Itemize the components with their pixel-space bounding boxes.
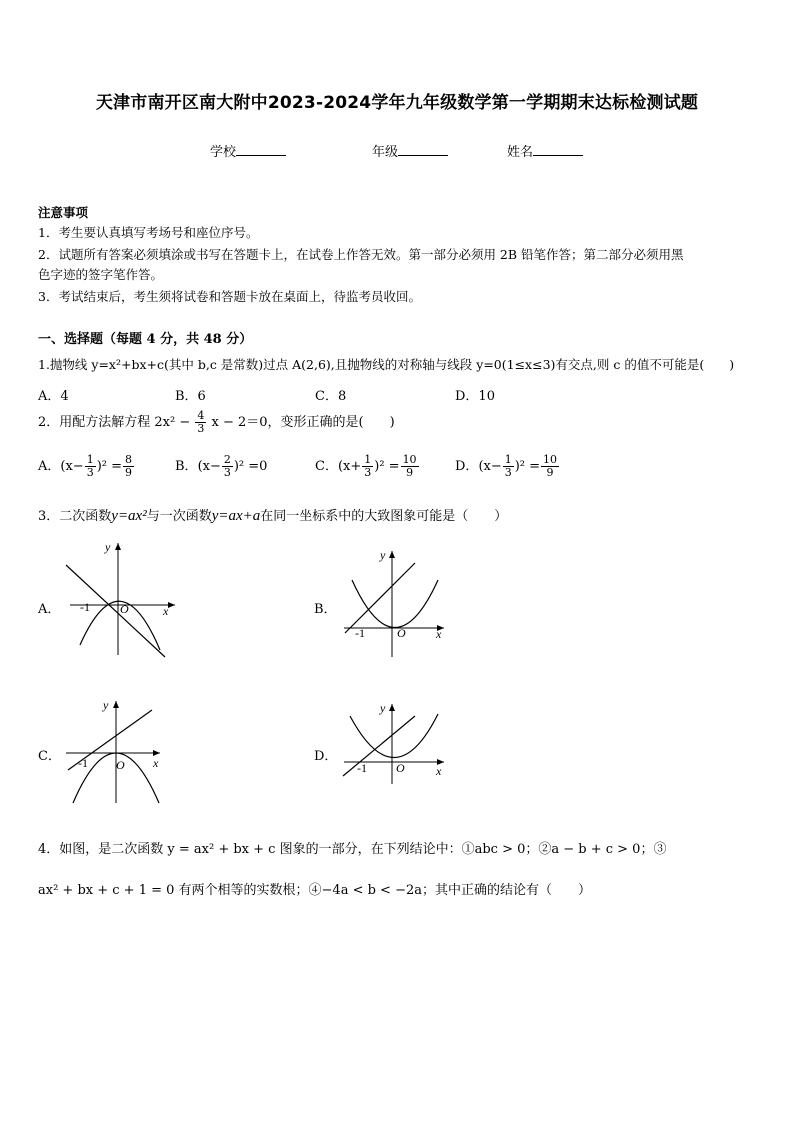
notice-item-1: 1．考生要认真填写考场号和座位序号。 xyxy=(38,225,259,240)
q2-d-den: 3 xyxy=(504,466,512,479)
q3-graph-a xyxy=(60,535,180,660)
q2-b-label: B． xyxy=(175,459,198,474)
graph-a-x-label: x xyxy=(163,604,169,618)
q3-formula-2: y=ax+a xyxy=(211,508,261,524)
q2-c-pre: (x+ xyxy=(337,459,362,474)
page-title: 天津市南开区南大附中2023-2024学年九年级数学第一学期期末达标检测试题 xyxy=(95,93,699,113)
q2-stem-post: x − 2＝0，变形正确的是( ) xyxy=(211,415,395,430)
q3-stem-b: 与一次函数 xyxy=(146,509,212,524)
graph-a-origin: O xyxy=(120,602,129,616)
notice-item-2-cont: 色字迹的签字笔作答。 xyxy=(38,267,164,282)
graph-a-neg1: -1 xyxy=(80,600,90,614)
name-blank xyxy=(533,143,583,156)
notice-item-2: 2．试题所有答案必须填涂或书写在答题卡上，在试卷上作答无效。第一部分必须用 2B 铅笔作答；第二部分必须用黑 xyxy=(38,247,684,262)
name-label: 姓名 xyxy=(507,145,534,160)
school-blank xyxy=(236,143,286,156)
q2-d-pre: (x− xyxy=(478,459,502,474)
q2-a-num: 1 xyxy=(86,453,94,466)
graph-d-neg1: -1 xyxy=(357,761,367,775)
q2-stem-fraction xyxy=(195,410,206,435)
grade-field xyxy=(372,141,448,160)
q3-stem-a: 3．二次函数 xyxy=(38,509,112,524)
q2-frac-num: 4 xyxy=(197,409,205,422)
school-label: 学校 xyxy=(210,145,237,160)
section-heading: 一、选择题（每题 4 分，共 48 分） xyxy=(38,332,253,347)
q2-stem-pre: 2．用配方法解方程 2x² − xyxy=(38,415,191,430)
q2-c-post: )² = xyxy=(374,459,400,474)
q3-stem xyxy=(38,505,507,525)
q3-option-c-label: C． xyxy=(38,749,61,764)
graph-c-neg1: -1 xyxy=(78,756,88,770)
graph-a-y-label: y xyxy=(105,540,111,554)
q2-c-rden: 9 xyxy=(406,466,414,479)
grade-blank xyxy=(398,143,448,156)
q2-a-den: 3 xyxy=(86,466,94,479)
school-field xyxy=(210,141,286,160)
q2-a-label: A． xyxy=(38,459,61,474)
q1-option-a: A．4 xyxy=(38,389,69,404)
q3-graph-d xyxy=(340,700,455,785)
q2-c-num: 1 xyxy=(364,453,372,466)
q1-option-d: D．10 xyxy=(455,389,495,404)
q2-d-rnum: 10 xyxy=(543,453,558,466)
graph-d-y-label: y xyxy=(380,701,386,715)
q1-option-b: B．6 xyxy=(175,389,206,404)
q2-b-num: 2 xyxy=(223,453,231,466)
q3-stem-c: 在同一坐标系中的大致图象可能是（ ） xyxy=(260,509,508,524)
q2-stem xyxy=(38,410,395,435)
q2-a-pre: (x− xyxy=(60,459,84,474)
q3-graph-b xyxy=(340,545,455,660)
graph-b-y-label: y xyxy=(380,548,386,562)
q2-option-b xyxy=(175,454,267,479)
q2-a-rnum: 8 xyxy=(125,453,132,466)
q2-a-post: )² = xyxy=(96,459,122,474)
q3-option-d-label: D． xyxy=(314,749,338,764)
q3-graph-c xyxy=(60,695,175,810)
q3-option-b-label: B． xyxy=(314,602,337,617)
name-field xyxy=(507,141,583,160)
q2-d-rden: 9 xyxy=(546,466,554,479)
q1-stem: 1.抛物线 y=x²+bx+c(其中 b,c 是常数)过点 A(2,6),且抛物线的对称轴与线段 y=0(1≤x≤3)有交点,则 c 的值不可能是( ) xyxy=(38,357,735,372)
grade-label: 年级 xyxy=(372,145,399,160)
q4-line-1: 4．如图，是二次函数 y = ax² + bx + c 图象的一部分，在下列结论中：①abc > 0；②a − b + c > 0；③ xyxy=(38,842,667,857)
graph-c-y-label: y xyxy=(103,698,109,712)
graph-d-origin: O xyxy=(396,761,405,775)
q3-formula-1: y=ax² xyxy=(111,508,147,524)
notice-heading: 注意事项 xyxy=(38,205,89,220)
q2-d-label: D． xyxy=(455,459,479,474)
q2-d-num: 1 xyxy=(504,453,512,466)
graph-b-origin: O xyxy=(397,626,406,640)
q1-option-c: C．8 xyxy=(315,389,347,404)
q2-b-post: )² =0 xyxy=(233,459,268,474)
graph-c-origin: O xyxy=(116,758,125,772)
q2-frac-den: 3 xyxy=(197,422,205,435)
q2-option-d xyxy=(455,454,560,479)
graph-d-x-label: x xyxy=(436,764,442,778)
graph-c-x-label: x xyxy=(153,756,159,770)
q2-b-den: 3 xyxy=(223,466,231,479)
q2-c-rnum: 10 xyxy=(402,453,417,466)
q3-option-a-label: A． xyxy=(38,602,61,617)
q2-a-rden: 9 xyxy=(125,466,132,479)
q2-c-den: 3 xyxy=(364,466,372,479)
notice-item-3: 3．考试结束后，考生须将试卷和答题卡放在桌面上，待监考员收回。 xyxy=(38,289,421,304)
q2-d-post: )² = xyxy=(514,459,541,474)
q2-option-a xyxy=(38,454,135,479)
q4-line-2: ax² + bx + c + 1 = 0 有两个相等的实数根；④−4a < b < −2a；其中正确的结论有（ ） xyxy=(38,883,591,898)
graph-b-neg1: -1 xyxy=(355,626,365,640)
q2-b-pre: (x− xyxy=(197,459,221,474)
q2-option-c xyxy=(315,454,420,479)
graph-b-x-label: x xyxy=(436,627,442,641)
q2-c-label: C． xyxy=(315,459,338,474)
